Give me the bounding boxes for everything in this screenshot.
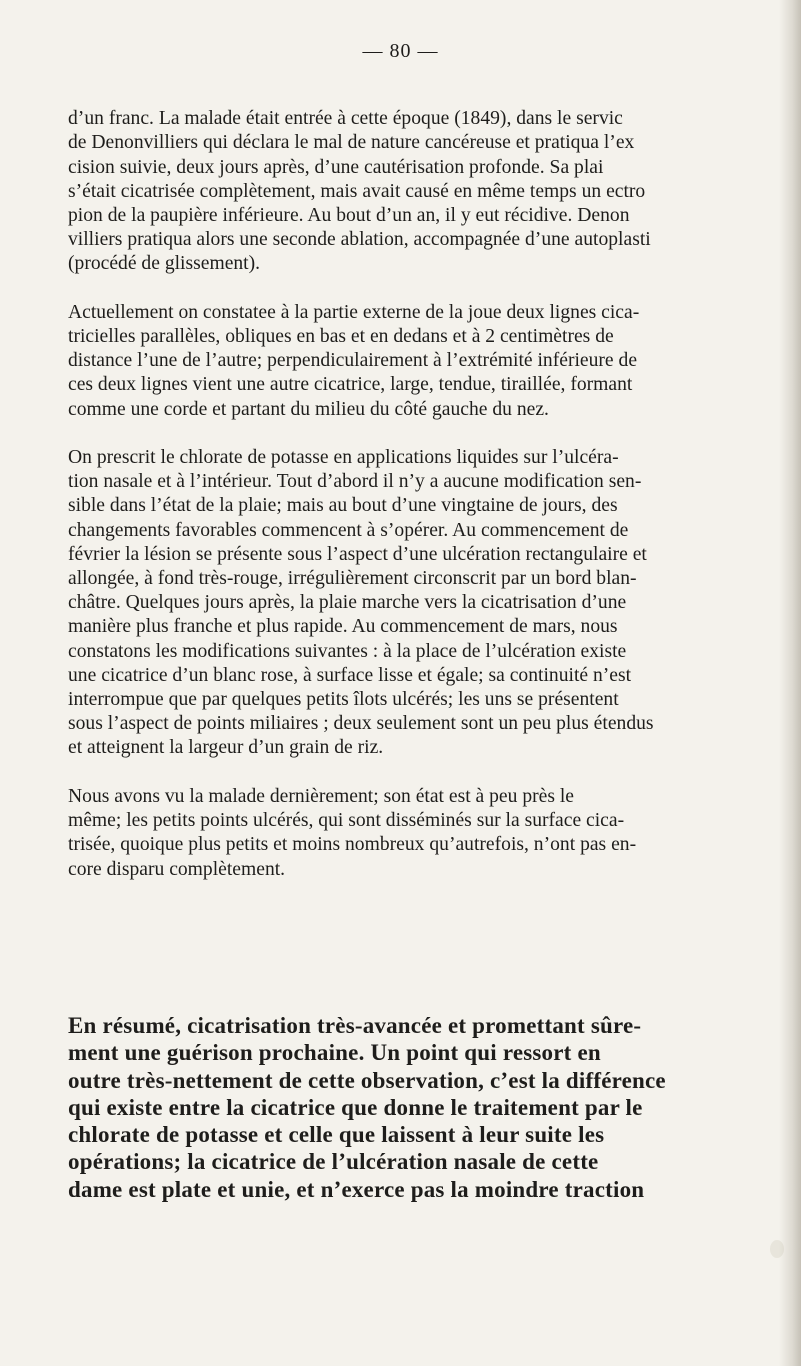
body-text xyxy=(68,83,768,906)
summary-paragraph: En résumé, cicatrisation très-avancée et promettant sûre- ment une guérison prochaine. Un point qui ressort en outre très-nettement de cette observation, c’est la différence qui existe entre la cicatrice que donne le traitement par le chlorate de potasse et celle que laissent à leur suite les opérations; la cicatrice de l’ulcération nasale de cette dame est plate et unie, et n’exerce pas la moindre traction xyxy=(68,1013,666,1202)
page-edge-shadow xyxy=(779,0,801,1366)
paragraph-current-state: Actuellement on constatee à la partie externe de la joue deux lignes cica- tricielles parallèles, obliques en bas et en dedans et à 2 centimètres de distance l’une de l’autre; perpendiculairement à l’extrémité inférieure de ces deux lignes vient une autre cicatrice, large, tendue, tiraillée, formant comme une corde et partant du milieu du côté gauche du nez. xyxy=(68,301,640,420)
paragraph-history: d’un franc. La malade était entrée à cette époque (1849), dans le servic de Denonvilliers qui déclara le mal de nature cancéreuse et pratiqua l’ex cision suivie, deux jours après, d’une cautérisation profonde. Sa plai s’était cicatrisée complètement, mais avait causé en même temps un ectro pion de la paupière inférieure. Au bout d’un an, il y eut récidive. Denon villiers pratiqua alors une seconde ablation, accompagnée d’une autoplasti (procédé de glissement). xyxy=(68,108,651,275)
paragraph-treatment: On prescrit le chlorate de potasse en applications liquides sur l’ulcéra- tion nasale et à l’intérieur. Tout d’abord il n’y a aucune modification sen- sible dans l’état de la plaie; mais au bout d’une vingtaine de jours, des changements favorables commencent à s’opérer. Au commencement de février la lésion se présente sous l’aspect d’une ulcération rectangulaire et allongée, à fond très-rouge, irrégulièrement circonscrit par un bord blan- châtre. Quelques jours après, la plaie marche vers la cicatrisation d’une manière plus franche et plus rapide. Au commencement de mars, nous constatons les modifications suivantes : à la place de l’ulcération existe une cicatrice d’un blanc rose, à surface lisse et égale; sa continuité n’est interrompue que par quelques petits îlots ulcérés; les uns se présentent sous l’aspect de points miliaires ; deux seulement sont un peu plus étendus et atteignent la largeur d’un grain de riz. xyxy=(68,447,654,759)
paper-stain xyxy=(770,1240,784,1258)
page-number: — 80 — xyxy=(362,40,439,62)
paragraph-follow-up: Nous avons vu la malade dernièrement; son état est à peu près le même; les petits points ulcérés, qui sont disséminés sur la surface cica- trisée, quoique plus petits et moins nombreux qu’autrefois, n’ont pas en- core disparu complètement. xyxy=(68,785,637,880)
